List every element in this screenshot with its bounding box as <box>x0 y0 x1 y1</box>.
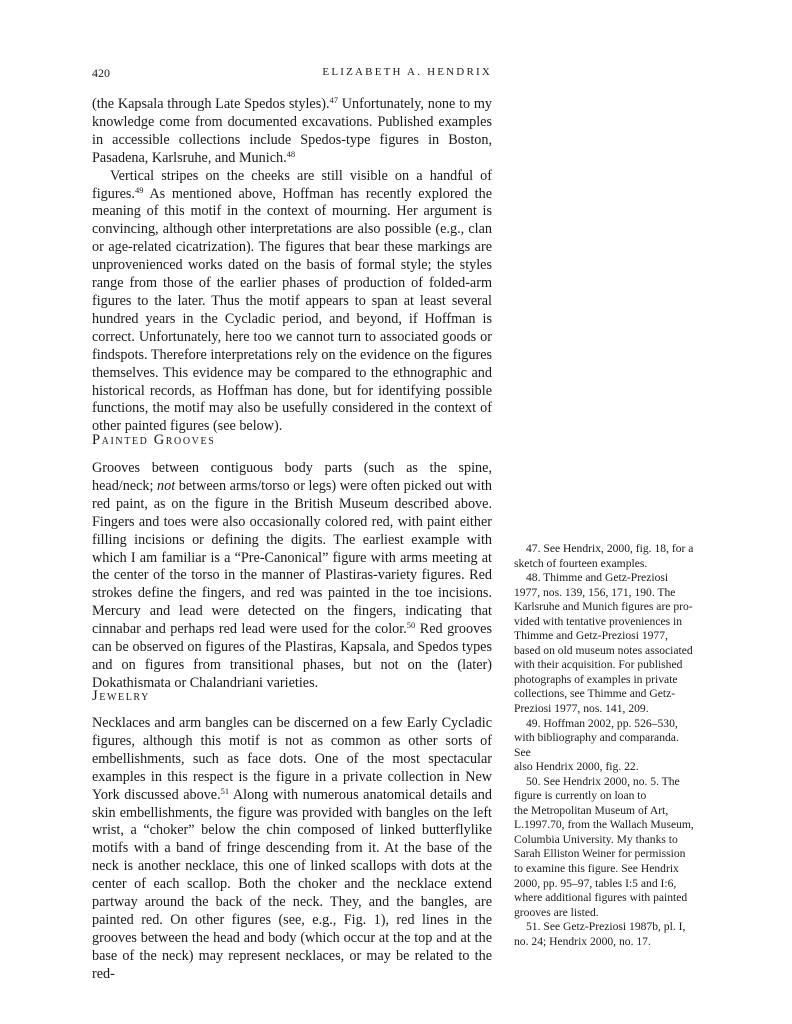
paragraph: Grooves between contiguous body parts (such as the spine, head/neck; not between arms/torso or legs) were often picked out with red paint, as on the figure in the British Museum described above. Fingers and toes were also occasionally colored red, with paint either filling incisions or defining the digits. The earliest example with which I am familiar is a “Pre-Canonical” figure with arms meeting at the center of the torso in the manner of Plastiras-variety figures. Red strokes define the fingers, and red was painted in the toe incisions. Mercury and lead were detected on the fingers, indicating that cinnabar and perhaps red lead were used for the color.$^{50}$ Red grooves can be observed on figures of the Plastiras, Kapsala, and Spedos types and on figures from transitional phases, but not on the (later) Dokathismata or Chalandriani varieties. <box>92 460 492 691</box>
footnote-ref: 49 <box>134 184 144 195</box>
footnote-ref: 48 <box>286 148 296 159</box>
painted-grooves-text <box>92 460 492 693</box>
section-heading-painted-grooves: Painted Grooves <box>92 432 216 448</box>
footnote: 47. See Hendrix, 2000, fig. 18, for a sketch of fourteen examples. <box>514 542 694 570</box>
footnote: 49. Hoffman 2002, pp. 526–530, with bibliography and comparanda. See also Hendrix 2000, fig. 22. <box>514 716 679 774</box>
page-number: 420 <box>92 66 110 80</box>
page-header <box>92 66 492 82</box>
paragraph: Necklaces and arm bangles can be discerned on a few Early Cycladic figures, although this motif is not as common as other sorts of embellishments, such as face dots. One of the most spectacular examples in this respect is the figure in a private collection in New York discussed above.$^{51}$ Along with numerous anatomical details and skin embellishments, the figure was provided with bangles on the left wrist, a “choker” below the chin composed of linked butterflylike motifs with a band of fringe descending from it. At the base of the neck is another necklace, this one of linked scallops with dots at the center of each scallop. Both the choker and the necklace extend partway around the back of the neck. They, and the bangles, are painted red. On other figures (see, e.g., Fig. 1), red lines in the grooves between the head and body (which occur at the top and at the base of the neck) may represent necklaces, or may be related to the red- <box>92 715 492 982</box>
footnotes <box>514 542 696 949</box>
jewelry-text <box>92 715 492 984</box>
running-head: ELIZABETH A. HENDRIX <box>322 66 492 78</box>
footnote-ref: 50 <box>406 620 416 631</box>
paragraph: (the Kapsala through Late Spedos styles).$^{47}$ Unfortunately, none to my knowledge come from documented excavations. Published examples in accessible collections include Spedos-type figures in Boston, Pasadena, Karlsruhe, and Munich.$^{48}$ <box>92 95 493 166</box>
footnote: 50. See Hendrix 2000, no. 5. The figure is currently on loan to the Metropolitan Museum of Art, L.1997.70, from the Wallach Museum, Columbia University. My thanks to Sarah Elliston Weiner for permission to examine this figure. See Hendrix 2000, pp. 95–97, tables I:5 and I:6, where additional figures with painted grooves are listed. <box>514 774 694 919</box>
footnote: 48. Thimme and Getz-Preziosi 1977, nos. 139, 156, 171, 190. The Karlsruhe and Munich figures are pro- vided with tentative proveniences in Thimme and Getz-Preziosi 1977, based on old museum notes associated with their acquisition. For published photographs of examples in private collections, see Thimme and Getz- Preziosi 1977, nos. 141, 209. <box>514 571 693 716</box>
footnote: 51. See Getz-Preziosi 1987b, pl. I, no. 24; Hendrix 2000, no. 17. <box>514 920 686 948</box>
section-heading-jewelry: Jewelry <box>92 688 150 704</box>
intro-text <box>92 96 492 436</box>
footnote-ref: 51 <box>220 785 230 796</box>
paragraph: Vertical stripes on the cheeks are still visible on a handful of figures.$^{49}$ As mentioned above, Hoffman has recently explored the meaning of this motif in the context of mourning. Her argument is convincing, although other interpretations are also possible (e.g., clan or age-related cicatrization). The figures that bear these markings are unprovenienced works dated on the basis of formal style; the styles range from those of the earlier phases of production of folded-arm figures to the later. Thus the motif appears to span at least several hundred years in the Cycladic period, and beyond, if Hoffman is correct. Unfortunately, here too we cannot turn to associated goods or findspots. Therefore interpretations rely on the evidence on the figures themselves. This evidence may be compared to the ethnographic and historical records, as Hoffman has done, but for identifying possible functions, the motif may also be usefully considered in the context of other painted figures (see below). <box>92 167 493 435</box>
footnote-ref: 47 <box>329 95 338 105</box>
